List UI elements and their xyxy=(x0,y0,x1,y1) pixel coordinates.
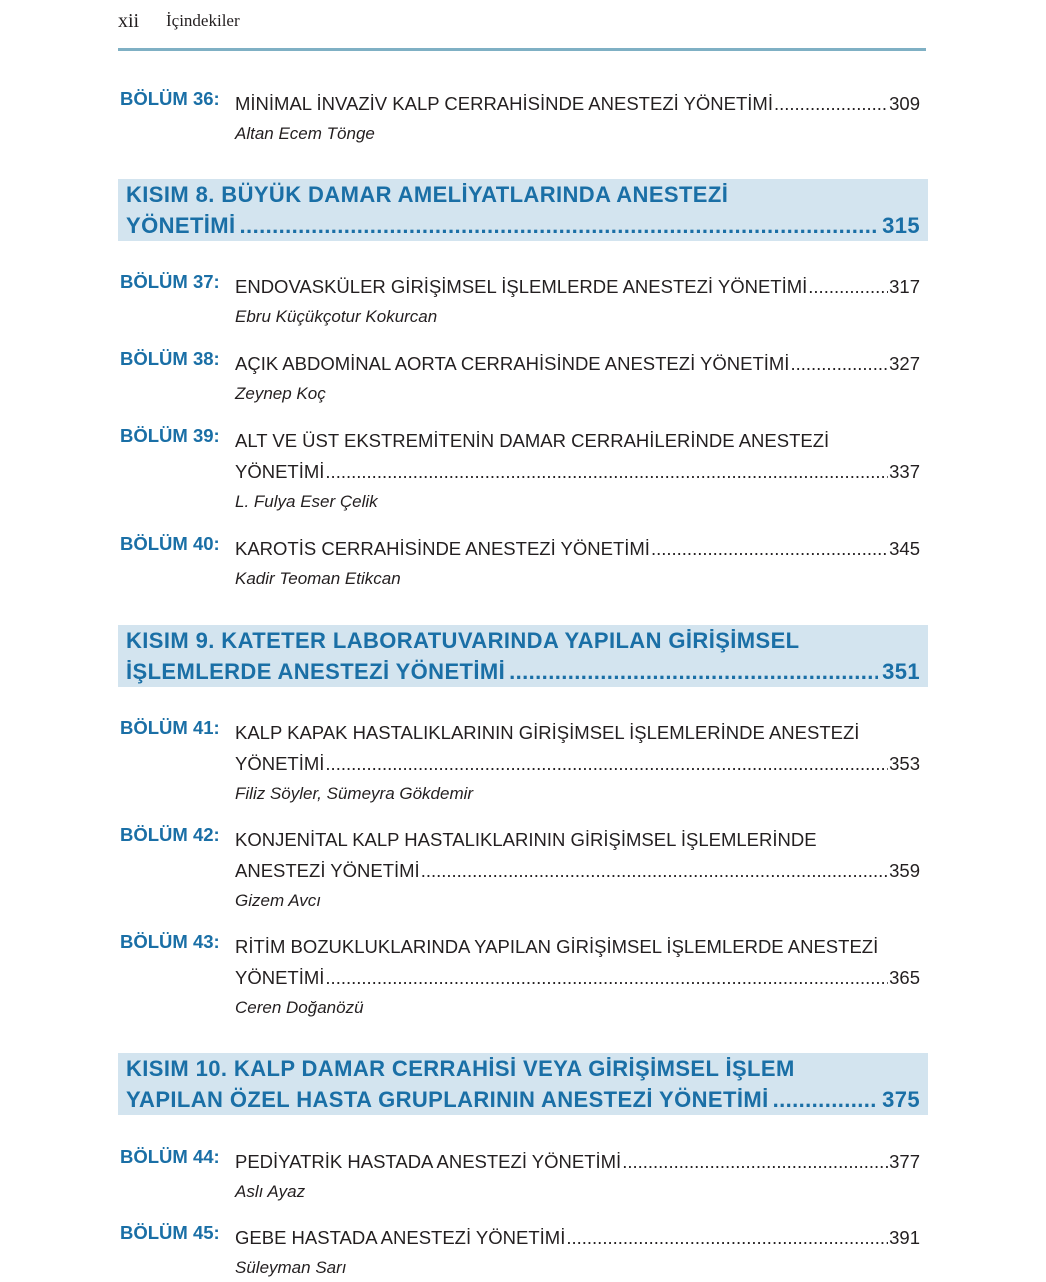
chapter-title-text: ENDOVASKÜLER GİRİŞİMSEL İŞLEMLERDE ANESTEZİ YÖNETİMİ xyxy=(235,276,808,297)
chapter-author: L. Fulya Eser Çelik xyxy=(235,492,378,511)
page-ref: 377 xyxy=(889,1151,920,1172)
chapter-title-text: YÖNETİMİ xyxy=(235,753,325,774)
chapter-body xyxy=(235,717,920,808)
chapter-title-text: ALT VE ÜST EKSTREMİTENİN DAMAR CERRAHİLERİNDE ANESTEZİ xyxy=(235,430,830,451)
page-ref: 327 xyxy=(889,353,920,374)
page-ref: 345 xyxy=(889,538,920,559)
part-heading[interactable] xyxy=(118,625,928,687)
dot-leader xyxy=(790,348,888,379)
dot-leader xyxy=(773,1084,879,1115)
page-ref: 365 xyxy=(889,967,920,988)
chapter-body xyxy=(235,348,920,408)
chapter-title-line xyxy=(235,348,920,379)
chapter-title-line xyxy=(235,1222,920,1253)
chapter-title-line xyxy=(235,748,920,779)
chapter-title-text: ANESTEZİ YÖNETİMİ xyxy=(235,860,420,881)
part-title-text: KISIM 9. KATETER LABORATUVARINDA YAPILAN GİRİŞİMSEL xyxy=(126,628,800,653)
page-ref: 391 xyxy=(889,1227,920,1248)
part-title-text: İŞLEMLERDE ANESTEZİ YÖNETİMİ xyxy=(126,659,506,684)
chapter-title-line xyxy=(235,533,920,564)
chapter-number: BÖLÜM 39: xyxy=(120,425,220,446)
chapter-body xyxy=(235,425,920,516)
chapter-title-line xyxy=(235,88,920,119)
chapter-title-line xyxy=(235,962,920,993)
chapter-body xyxy=(235,1146,920,1206)
page-ref: 375 xyxy=(882,1087,920,1112)
chapter-number: BÖLÜM 41: xyxy=(120,717,220,738)
part-title-line xyxy=(118,625,928,656)
chapter-title-line xyxy=(235,824,920,855)
chapter-author: Kadir Teoman Etikcan xyxy=(235,569,401,588)
page-number: xii xyxy=(118,10,140,32)
chapter-title-text: MİNİMAL İNVAZİV KALP CERRAHİSİNDE ANESTEZİ YÖNETİMİ xyxy=(235,93,773,114)
chapter-title-text: YÖNETİMİ xyxy=(235,967,325,988)
page-ref: 351 xyxy=(882,659,920,684)
chapter-body xyxy=(235,88,920,148)
chapter-author: Altan Ecem Tönge xyxy=(235,124,375,143)
chapter-body xyxy=(235,931,920,1022)
chapter-number: BÖLÜM 43: xyxy=(120,931,220,952)
running-title: İçindekiler xyxy=(166,11,240,30)
dot-leader xyxy=(622,1146,888,1177)
part-title-line xyxy=(118,656,928,687)
chapter-title-line xyxy=(235,717,920,748)
dot-leader xyxy=(774,88,888,119)
part-title-text: KISIM 10. KALP DAMAR CERRAHİSİ VEYA GİRİŞİMSEL İŞLEM xyxy=(126,1056,795,1081)
chapter-title-line xyxy=(235,931,920,962)
chapter-title-text: AÇIK ABDOMİNAL AORTA CERRAHİSİNDE ANESTEZİ YÖNETİMİ xyxy=(235,353,790,374)
chapter-author: Ebru Küçükçotur Kokurcan xyxy=(235,307,438,326)
page-ref: 337 xyxy=(889,461,920,482)
page-ref: 359 xyxy=(889,860,920,881)
chapter-title-text: PEDİYATRİK HASTADA ANESTEZİ YÖNETİMİ xyxy=(235,1151,622,1172)
part-title-line xyxy=(118,1053,928,1084)
chapter-title-text: RİTİM BOZUKLUKLARINDA YAPILAN GİRİŞİMSEL İŞLEMLERDE ANESTEZİ xyxy=(235,936,879,957)
chapter-title-text: KAROTİS CERRAHİSİNDE ANESTEZİ YÖNETİMİ xyxy=(235,538,650,559)
page-ref: 315 xyxy=(882,213,920,238)
chapter-number: BÖLÜM 40: xyxy=(120,533,220,554)
chapter-title-line xyxy=(235,855,920,886)
chapter-author: Gizem Avcı xyxy=(235,891,321,910)
chapter-number: BÖLÜM 42: xyxy=(120,824,220,845)
part-heading[interactable] xyxy=(118,1053,928,1115)
chapter-number: BÖLÜM 36: xyxy=(120,88,220,109)
dot-leader xyxy=(808,271,888,302)
chapter-number: BÖLÜM 38: xyxy=(120,348,220,369)
chapter-number: BÖLÜM 44: xyxy=(120,1146,220,1167)
page-ref: 309 xyxy=(889,93,920,114)
chapter-author: Filiz Söyler, Sümeyra Gökdemir xyxy=(235,784,474,803)
running-header xyxy=(118,8,926,52)
chapter-body xyxy=(235,271,920,331)
chapter-author: Süleyman Sarı xyxy=(235,1258,347,1277)
chapter-number: BÖLÜM 37: xyxy=(120,271,220,292)
part-title-text: YAPILAN ÖZEL HASTA GRUPLARININ ANESTEZİ YÖNETİMİ xyxy=(126,1087,769,1112)
chapter-body xyxy=(235,824,920,915)
part-title-text: KISIM 8. BÜYÜK DAMAR AMELİYATLARINDA ANESTEZİ xyxy=(126,182,729,207)
chapter-title-line xyxy=(235,271,920,302)
page-ref: 317 xyxy=(889,276,920,297)
dot-leader xyxy=(509,656,878,687)
dot-leader xyxy=(421,855,888,886)
chapter-title-text: GEBE HASTADA ANESTEZİ YÖNETİMİ xyxy=(235,1227,566,1248)
chapter-author: Aslı Ayaz xyxy=(235,1182,306,1201)
dot-leader xyxy=(651,533,888,564)
chapter-number: BÖLÜM 45: xyxy=(120,1222,220,1243)
chapter-title-line xyxy=(235,456,920,487)
header-rule xyxy=(118,48,926,51)
dot-leader xyxy=(240,210,879,241)
part-title-line xyxy=(118,210,928,241)
part-title-line xyxy=(118,179,928,210)
chapter-title-line xyxy=(235,425,920,456)
dot-leader xyxy=(325,456,888,487)
chapter-title-text: KONJENİTAL KALP HASTALIKLARININ GİRİŞİMSEL İŞLEMLERİNDE xyxy=(235,829,817,850)
part-title-line xyxy=(118,1084,928,1115)
dot-leader xyxy=(325,962,888,993)
part-heading[interactable] xyxy=(118,179,928,241)
part-title-text: YÖNETİMİ xyxy=(126,213,236,238)
dot-leader xyxy=(566,1222,888,1253)
chapter-author: Ceren Doğanözü xyxy=(235,998,364,1017)
chapter-title-text: KALP KAPAK HASTALIKLARININ GİRİŞİMSEL İŞLEMLERİNDE ANESTEZİ xyxy=(235,722,860,743)
chapter-body xyxy=(235,533,920,593)
page-ref: 353 xyxy=(889,753,920,774)
chapter-body xyxy=(235,1222,920,1282)
chapter-title-line xyxy=(235,1146,920,1177)
chapter-author: Zeynep Koç xyxy=(235,384,326,403)
chapter-title-text: YÖNETİMİ xyxy=(235,461,325,482)
dot-leader xyxy=(325,748,888,779)
